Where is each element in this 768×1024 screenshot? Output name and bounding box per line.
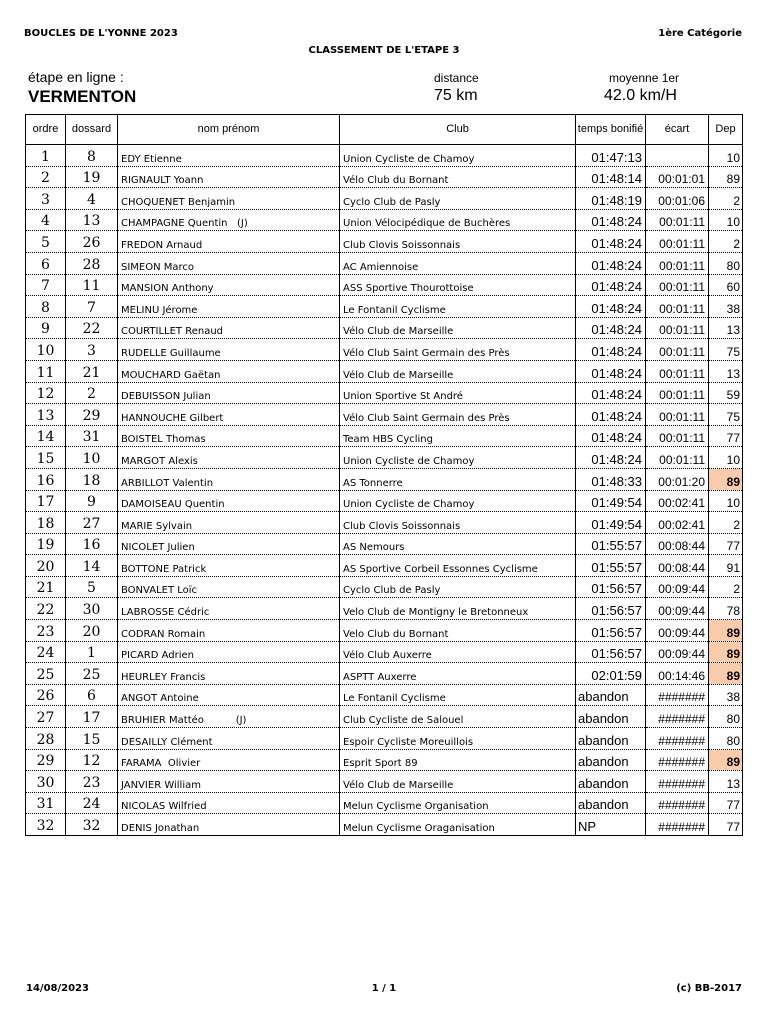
cell-temps: 01:47:13: [576, 145, 646, 167]
cell-ordre: 23: [26, 620, 66, 642]
cell-nom: EDY Etienne: [118, 145, 340, 167]
cell-dep: 80: [709, 728, 743, 750]
cell-ordre: 8: [26, 296, 66, 318]
cell-club: Club Clovis Soissonnais: [340, 231, 576, 253]
category-label: 1ère Catégorie: [658, 28, 742, 39]
cell-dep: 10: [709, 447, 743, 469]
cell-dossard: 1: [66, 641, 118, 663]
cell-temps: 01:48:24: [576, 274, 646, 296]
cell-nom: MARIE Sylvain: [118, 512, 340, 534]
cell-temps: 01:48:24: [576, 360, 646, 382]
cell-ecart: 00:01:11: [646, 360, 709, 382]
cell-ordre: 29: [26, 749, 66, 771]
cell-club: Union Vélocipédique de Buchères: [340, 209, 576, 231]
cell-dossard: 27: [66, 512, 118, 534]
footer-date: 14/08/2023: [26, 983, 89, 994]
cell-temps: 01:48:24: [576, 404, 646, 426]
cell-dossard: 12: [66, 749, 118, 771]
cell-club: Le Fontanil Cyclisme: [340, 684, 576, 706]
cell-dep: 78: [709, 598, 743, 620]
cell-dep: 80: [709, 252, 743, 274]
event-title: BOUCLES DE L'YONNE 2023: [24, 28, 178, 39]
stage-name: VERMENTON: [28, 87, 137, 106]
cell-nom: COURTILLET Renaud: [118, 317, 340, 339]
cell-temps: 01:48:33: [576, 468, 646, 490]
cell-dossard: 19: [66, 166, 118, 188]
stage-type-label: étape en ligne :: [28, 69, 124, 85]
cell-dossard: 2: [66, 382, 118, 404]
table-row: [26, 317, 743, 339]
cell-dep: 13: [709, 771, 743, 793]
cell-ecart: #######: [646, 728, 709, 750]
cell-ecart: #######: [646, 814, 709, 836]
cell-dep: 89: [709, 468, 743, 490]
table-row: [26, 792, 743, 814]
average-value: 42.0 km/H: [604, 87, 677, 104]
table-header-row: [26, 115, 743, 145]
col-header-ordre: ordre: [26, 115, 66, 145]
cell-nom: PICARD Adrien: [118, 641, 340, 663]
cell-club: Vélo Club Saint Germain des Près: [340, 404, 576, 426]
table-row: [26, 706, 743, 728]
cell-dep: 10: [709, 209, 743, 231]
cell-club: ASS Sportive Thourottoise: [340, 274, 576, 296]
cell-dossard: 23: [66, 771, 118, 793]
table-row: [26, 512, 743, 534]
table-row: [26, 641, 743, 663]
cell-ecart: #######: [646, 684, 709, 706]
cell-ecart: 00:01:11: [646, 209, 709, 231]
cell-temps: 01:48:24: [576, 425, 646, 447]
cell-ordre: 26: [26, 684, 66, 706]
col-header-dossard: dossard: [66, 115, 118, 145]
cell-temps: 01:49:54: [576, 490, 646, 512]
table-row: [26, 252, 743, 274]
cell-club: Cyclo Club de Pasly: [340, 576, 576, 598]
cell-dossard: 26: [66, 231, 118, 253]
cell-nom: NICOLET Julien: [118, 533, 340, 555]
cell-ecart: 00:02:41: [646, 490, 709, 512]
cell-temps: abandon: [576, 684, 646, 706]
cell-ecart: 00:01:11: [646, 404, 709, 426]
cell-nom: FARAMA Olivier: [118, 749, 340, 771]
cell-dossard: 24: [66, 792, 118, 814]
cell-dep: 75: [709, 404, 743, 426]
cell-ordre: 13: [26, 404, 66, 426]
cell-dossard: 16: [66, 533, 118, 555]
cell-dep: 38: [709, 684, 743, 706]
cell-club: Union Sportive St André: [340, 382, 576, 404]
cell-temps: abandon: [576, 728, 646, 750]
results-body: [26, 145, 743, 836]
cell-ecart: #######: [646, 749, 709, 771]
cell-club: Espoir Cycliste Moreuillois: [340, 728, 576, 750]
cell-ordre: 22: [26, 598, 66, 620]
cell-nom: CHOQUENET Benjamin: [118, 188, 340, 210]
cell-club: AS Sportive Corbeil Essonnes Cyclisme: [340, 555, 576, 577]
table-row: [26, 339, 743, 361]
cell-dep: 89: [709, 641, 743, 663]
cell-dep: 10: [709, 490, 743, 512]
cell-temps: 01:56:57: [576, 576, 646, 598]
cell-club: Vélo Club du Bornant: [340, 166, 576, 188]
cell-ordre: 32: [26, 814, 66, 836]
cell-dossard: 4: [66, 188, 118, 210]
cell-temps: 01:48:24: [576, 231, 646, 253]
cell-ecart: 00:01:11: [646, 231, 709, 253]
cell-dossard: 21: [66, 360, 118, 382]
cell-club: Melun Cyclisme Organisation: [340, 792, 576, 814]
cell-club: Esprit Sport 89: [340, 749, 576, 771]
cell-dossard: 3: [66, 339, 118, 361]
cell-club: Velo Club du Bornant: [340, 620, 576, 642]
cell-dossard: 20: [66, 620, 118, 642]
table-row: [26, 771, 743, 793]
table-row: [26, 555, 743, 577]
cell-dossard: 11: [66, 274, 118, 296]
cell-ecart: 00:01:06: [646, 188, 709, 210]
cell-ordre: 16: [26, 468, 66, 490]
col-header-ecart: écart: [646, 115, 709, 145]
cell-club: Union Cycliste de Chamoy: [340, 490, 576, 512]
cell-ordre: 14: [26, 425, 66, 447]
cell-temps: 01:48:24: [576, 339, 646, 361]
cell-dep: 89: [709, 663, 743, 685]
cell-ordre: 19: [26, 533, 66, 555]
cell-temps: abandon: [576, 771, 646, 793]
cell-ordre: 31: [26, 792, 66, 814]
cell-ecart: 00:01:11: [646, 252, 709, 274]
table-row: [26, 425, 743, 447]
cell-ordre: 7: [26, 274, 66, 296]
cell-ecart: 00:01:11: [646, 317, 709, 339]
cell-temps: 01:48:24: [576, 296, 646, 318]
cell-club: AS Nemours: [340, 533, 576, 555]
cell-club: Club Clovis Soissonnais: [340, 512, 576, 534]
cell-dossard: 14: [66, 555, 118, 577]
cell-club: Union Cycliste de Chamoy: [340, 447, 576, 469]
cell-temps: 01:48:24: [576, 382, 646, 404]
cell-ordre: 25: [26, 663, 66, 685]
cell-nom: ANGOT Antoine: [118, 684, 340, 706]
table-row: [26, 663, 743, 685]
table-row: [26, 209, 743, 231]
cell-club: Vélo Club Saint Germain des Près: [340, 339, 576, 361]
cell-ordre: 2: [26, 166, 66, 188]
cell-nom: LABROSSE Cédric: [118, 598, 340, 620]
cell-club: Melun Cyclisme Oraganisation: [340, 814, 576, 836]
table-row: [26, 620, 743, 642]
cell-dep: 77: [709, 814, 743, 836]
cell-ordre: 9: [26, 317, 66, 339]
distance-value: 75 km: [434, 87, 478, 104]
cell-temps: 02:01:59: [576, 663, 646, 685]
cell-club: Team HBS Cycling: [340, 425, 576, 447]
cell-dossard: 22: [66, 317, 118, 339]
cell-dossard: 31: [66, 425, 118, 447]
cell-nom: MOUCHARD Gaëtan: [118, 360, 340, 382]
cell-club: Union Cycliste de Chamoy: [340, 145, 576, 167]
cell-ordre: 4: [26, 209, 66, 231]
table-row: [26, 274, 743, 296]
cell-nom: NICOLAS Wilfried: [118, 792, 340, 814]
table-row: [26, 296, 743, 318]
table-row: [26, 166, 743, 188]
cell-ecart: 00:08:44: [646, 555, 709, 577]
cell-dep: 2: [709, 512, 743, 534]
table-row: [26, 231, 743, 253]
col-header-nom: nom prénom: [118, 115, 340, 145]
cell-ordre: 30: [26, 771, 66, 793]
cell-nom: MELINU Jérome: [118, 296, 340, 318]
cell-ordre: 11: [26, 360, 66, 382]
cell-ordre: 17: [26, 490, 66, 512]
cell-nom: BOISTEL Thomas: [118, 425, 340, 447]
cell-dep: 38: [709, 296, 743, 318]
cell-ordre: 20: [26, 555, 66, 577]
cell-ecart: 00:01:11: [646, 339, 709, 361]
cell-ordre: 6: [26, 252, 66, 274]
cell-ecart: #######: [646, 706, 709, 728]
distance-label: distance: [434, 71, 479, 85]
cell-ecart: 00:01:01: [646, 166, 709, 188]
cell-dep: 59: [709, 382, 743, 404]
cell-dossard: 25: [66, 663, 118, 685]
table-row: [26, 382, 743, 404]
cell-ecart: 00:09:44: [646, 598, 709, 620]
cell-nom: BOTTONE Patrick: [118, 555, 340, 577]
cell-temps: abandon: [576, 792, 646, 814]
cell-temps: 01:48:24: [576, 252, 646, 274]
cell-ecart: 00:01:11: [646, 447, 709, 469]
cell-dep: 2: [709, 576, 743, 598]
cell-club: Vélo Club Auxerre: [340, 641, 576, 663]
cell-ecart: 00:02:41: [646, 512, 709, 534]
cell-dossard: 32: [66, 814, 118, 836]
cell-nom: DESAILLY Clément: [118, 728, 340, 750]
cell-dossard: 13: [66, 209, 118, 231]
cell-ordre: 21: [26, 576, 66, 598]
average-label: moyenne 1er: [609, 71, 680, 85]
cell-dep: 89: [709, 620, 743, 642]
cell-club: AS Tonnerre: [340, 468, 576, 490]
cell-dep: 89: [709, 749, 743, 771]
cell-nom: DEBUISSON Julian: [118, 382, 340, 404]
cell-temps: 01:48:24: [576, 209, 646, 231]
cell-nom: MANSION Anthony: [118, 274, 340, 296]
cell-club: Vélo Club de Marseille: [340, 360, 576, 382]
cell-ecart: [646, 145, 709, 167]
cell-temps: 01:56:57: [576, 620, 646, 642]
cell-dep: 77: [709, 792, 743, 814]
cell-dep: 80: [709, 706, 743, 728]
footer-page: 1 / 1: [371, 983, 397, 994]
cell-temps: NP: [576, 814, 646, 836]
cell-dossard: 29: [66, 404, 118, 426]
cell-club: Club Cycliste de Salouel: [340, 706, 576, 728]
cell-ecart: 00:01:11: [646, 296, 709, 318]
cell-nom: FREDON Arnaud: [118, 231, 340, 253]
cell-temps: 01:48:19: [576, 188, 646, 210]
cell-nom: CHAMPAGNE Quentin (J): [118, 209, 340, 231]
table-row: [26, 598, 743, 620]
cell-temps: abandon: [576, 749, 646, 771]
cell-temps: 01:48:24: [576, 447, 646, 469]
cell-ecart: 00:14:46: [646, 663, 709, 685]
table-row: [26, 576, 743, 598]
table-row: [26, 447, 743, 469]
cell-nom: HANNOUCHE Gilbert: [118, 404, 340, 426]
table-row: [26, 145, 743, 167]
cell-club: Le Fontanil Cyclisme: [340, 296, 576, 318]
page-title: CLASSEMENT DE L'ETAPE 3: [308, 45, 460, 56]
cell-club: Vélo Club de Marseille: [340, 317, 576, 339]
cell-ecart: 00:09:44: [646, 620, 709, 642]
cell-dossard: 7: [66, 296, 118, 318]
cell-club: Cyclo Club de Pasly: [340, 188, 576, 210]
col-header-club: Club: [340, 115, 576, 145]
cell-dossard: 28: [66, 252, 118, 274]
cell-ecart: 00:01:11: [646, 382, 709, 404]
cell-ordre: 1: [26, 145, 66, 167]
cell-ecart: 00:08:44: [646, 533, 709, 555]
table-row: [26, 684, 743, 706]
cell-nom: RIGNAULT Yoann: [118, 166, 340, 188]
cell-ecart: 00:01:11: [646, 425, 709, 447]
cell-ordre: 10: [26, 339, 66, 361]
table-row: [26, 360, 743, 382]
cell-temps: 01:48:24: [576, 317, 646, 339]
cell-dep: 2: [709, 231, 743, 253]
cell-dep: 75: [709, 339, 743, 361]
cell-ordre: 15: [26, 447, 66, 469]
cell-dossard: 17: [66, 706, 118, 728]
cell-temps: 01:56:57: [576, 641, 646, 663]
cell-dep: 10: [709, 145, 743, 167]
cell-temps: 01:55:57: [576, 555, 646, 577]
cell-ecart: 00:01:20: [646, 468, 709, 490]
table-row: [26, 188, 743, 210]
cell-nom: CODRAN Romain: [118, 620, 340, 642]
cell-nom: BRUHIER Mattéo (J): [118, 706, 340, 728]
cell-ordre: 12: [26, 382, 66, 404]
cell-ecart: 00:09:44: [646, 641, 709, 663]
col-header-temps: temps bonifié: [576, 115, 646, 145]
cell-temps: 01:55:57: [576, 533, 646, 555]
cell-dep: 89: [709, 166, 743, 188]
cell-dossard: 15: [66, 728, 118, 750]
cell-dep: 2: [709, 188, 743, 210]
cell-dep: 60: [709, 274, 743, 296]
table-row: [26, 814, 743, 836]
cell-nom: DENIS Jonathan: [118, 814, 340, 836]
cell-ordre: 18: [26, 512, 66, 534]
table-row: [26, 468, 743, 490]
cell-dossard: 10: [66, 447, 118, 469]
cell-nom: BONVALET Loïc: [118, 576, 340, 598]
cell-temps: 01:48:14: [576, 166, 646, 188]
cell-ordre: 27: [26, 706, 66, 728]
cell-nom: HEURLEY Francis: [118, 663, 340, 685]
cell-temps: 01:56:57: [576, 598, 646, 620]
cell-ecart: #######: [646, 792, 709, 814]
cell-nom: ARBILLOT Valentin: [118, 468, 340, 490]
cell-ecart: #######: [646, 771, 709, 793]
cell-dep: 91: [709, 555, 743, 577]
cell-dep: 13: [709, 360, 743, 382]
cell-nom: MARGOT Alexis: [118, 447, 340, 469]
cell-nom: RUDELLE Guillaume: [118, 339, 340, 361]
table-row: [26, 749, 743, 771]
cell-dossard: 8: [66, 145, 118, 167]
footer-copyright: (c) BB-2017: [676, 983, 742, 994]
cell-temps: 01:49:54: [576, 512, 646, 534]
table-row: [26, 533, 743, 555]
table-row: [26, 490, 743, 512]
cell-dep: 77: [709, 425, 743, 447]
cell-ordre: 5: [26, 231, 66, 253]
cell-dossard: 6: [66, 684, 118, 706]
cell-dossard: 18: [66, 468, 118, 490]
cell-ecart: 00:09:44: [646, 576, 709, 598]
cell-ordre: 3: [26, 188, 66, 210]
cell-nom: SIMEON Marco: [118, 252, 340, 274]
results-table: [25, 114, 743, 836]
cell-dossard: 5: [66, 576, 118, 598]
cell-dep: 13: [709, 317, 743, 339]
cell-nom: JANVIER William: [118, 771, 340, 793]
table-row: [26, 728, 743, 750]
cell-ecart: 00:01:11: [646, 274, 709, 296]
cell-ordre: 24: [26, 641, 66, 663]
col-header-dep: Dep: [709, 115, 743, 145]
cell-ordre: 28: [26, 728, 66, 750]
cell-club: Velo Club de Montigny le Bretonneux: [340, 598, 576, 620]
table-row: [26, 404, 743, 426]
cell-nom: DAMOISEAU Quentin: [118, 490, 340, 512]
cell-dossard: 30: [66, 598, 118, 620]
cell-club: ASPTT Auxerre: [340, 663, 576, 685]
cell-club: AC Amiennoise: [340, 252, 576, 274]
cell-dossard: 9: [66, 490, 118, 512]
cell-dep: 77: [709, 533, 743, 555]
cell-temps: abandon: [576, 706, 646, 728]
cell-club: Vélo Club de Marseille: [340, 771, 576, 793]
